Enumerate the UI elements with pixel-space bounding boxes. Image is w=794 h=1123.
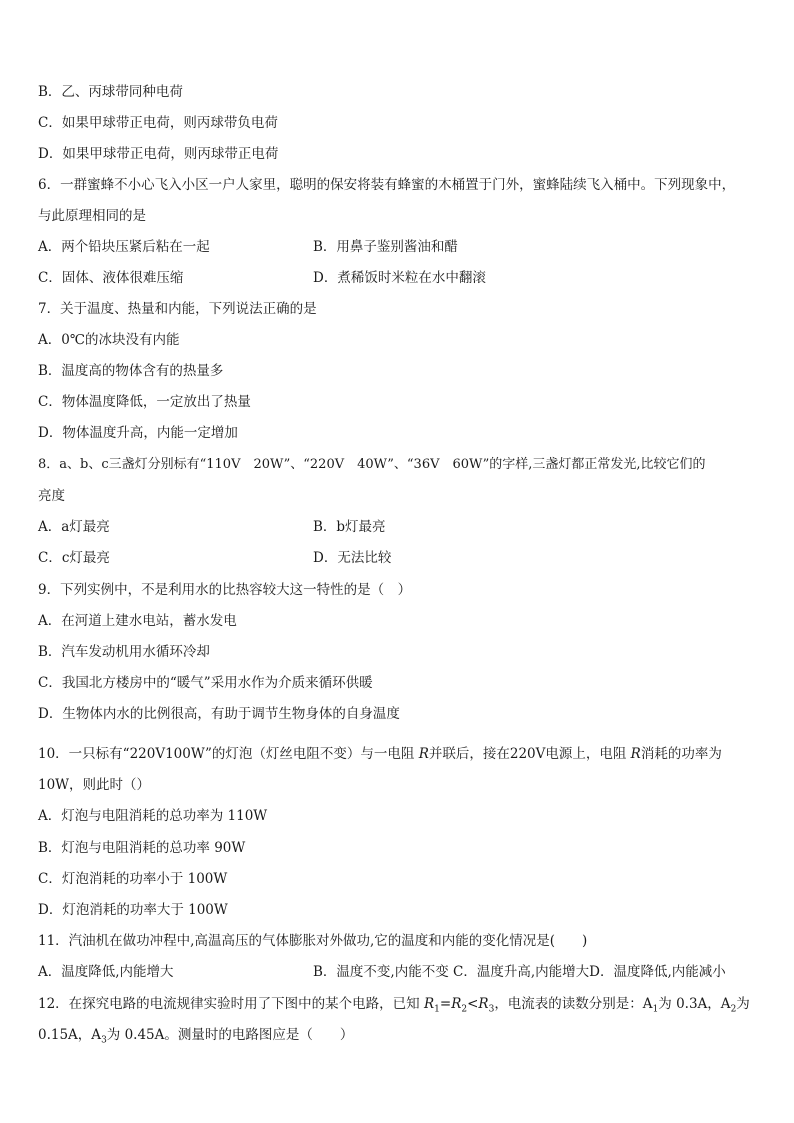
q8-option-a: A．a灯最亮 (38, 519, 110, 535)
q12-a3-sub: 3 (101, 1035, 107, 1046)
q7-option-a: A．0℃的冰块没有内能 (38, 332, 180, 348)
q9-stem: 9．下列实例中，不是利用水的比热容较大这一特性的是（ ） (38, 582, 412, 598)
q8-option-b: B．b灯最亮 (313, 519, 386, 535)
q12-text-3: 为 0.3A，A (658, 996, 731, 1012)
q12-text-1: 12．在探究电路的电流规律实验时用了下图中的某个电路，已知 (38, 996, 424, 1012)
q12-sub-1: 1 (434, 1004, 440, 1015)
q12-var-r2: R (451, 996, 462, 1012)
q12-less-than: < (467, 996, 479, 1012)
q5-option-b: B．乙、丙球带同种电荷 (38, 84, 183, 100)
q12-stem-line-1 (38, 995, 750, 1013)
q6-stem-line-2: 与此原理相同的是 (38, 208, 146, 224)
q5-option-d: D．如果甲球带正电荷，则丙球带正电荷 (38, 146, 279, 162)
q9-option-a: A．在河道上建水电站，蓄水发电 (38, 613, 237, 629)
q12-equals: = (439, 996, 452, 1012)
q7-option-b: B．温度高的物体含有的热量多 (38, 363, 224, 379)
q12-text-6: 为 0.45A。测量时的电路图应是（ ） (106, 1027, 354, 1043)
q11-option-a: A．温度降低,内能增大 (38, 964, 174, 980)
q9-option-b: B．汽车发动机用水循环冷却 (38, 644, 210, 660)
q10-var-r-2: R (630, 746, 641, 762)
q9-option-c: C．我国北方楼房中的“暖气”采用水作为介质来循环供暖 (38, 675, 373, 691)
q6-option-b: B．用鼻子鉴别酱油和醋 (313, 239, 458, 255)
q9-option-d: D．生物体内水的比例很高，有助于调节生物身体的自身温度 (38, 706, 400, 722)
q8-option-d: D．无法比较 (313, 550, 392, 566)
q12-text-2: ，电流表的读数分别是：A (494, 996, 653, 1012)
q7-option-d: D．物体温度升高，内能一定增加 (38, 425, 238, 441)
q10-stem-line-2: 10W，则此时（） (38, 777, 151, 793)
q10-option-b: B．灯泡与电阻消耗的总功率 90W (38, 840, 246, 856)
q10-option-a: A．灯泡与电阻消耗的总功率为 110W (38, 808, 268, 824)
q8-stem-line-2: 亮度 (38, 488, 65, 504)
q5-option-c: C．如果甲球带正电荷，则丙球带负电荷 (38, 115, 278, 131)
q6-stem-line-1: 6．一群蜜蜂不小心飞入小区一户人家里，聪明的保安将装有蜂蜜的木桶置于门外，蜜蜂陆续飞入桶中。下列现象中， (38, 177, 736, 193)
q8-option-c: C．c灯最亮 (38, 550, 110, 566)
q12-a2-sub: 2 (730, 1004, 737, 1015)
q12-sub-2: 2 (461, 1004, 468, 1015)
q11-stem: 11．汽油机在做功冲程中,高温高压的气体膨胀对外做功,它的温度和内能的变化情况是( ) (38, 933, 588, 949)
q6-option-c: C．固体、液体很难压缩 (38, 270, 184, 286)
q12-stem-line-2 (38, 1026, 353, 1044)
q12-sub-3: 3 (488, 1004, 495, 1015)
q7-stem: 7．关于温度、热量和内能，下列说法正确的是 (38, 301, 317, 317)
q10-var-r: R (418, 746, 429, 762)
q7-option-c: C．物体温度降低，一定放出了热量 (38, 394, 251, 410)
q12-a1-sub: 1 (652, 1004, 659, 1015)
q10-stem-text-1: 10．一只标有“220V100W”的灯泡（灯丝电阻不变）与一电阻 (38, 746, 419, 762)
q11-options-bcd: B．温度不变,内能不变 C．温度升高,内能增大D．温度降低,内能减小 (313, 964, 726, 980)
q6-option-d: D．煮稀饭时米粒在水中翻滚 (313, 270, 486, 286)
q10-stem-line-1 (38, 745, 722, 763)
q10-stem-text-3: 消耗的功率为 (640, 746, 722, 762)
q12-text-4: 为 (736, 996, 750, 1012)
q8-stem-line-1: 8．a、b、c三盏灯分别标有“110V 20W”、“220V 40W”、“36V 60W”的字样,三盏灯都正常发光,比较它们的 (38, 457, 706, 472)
q10-stem-text-2: 并联后，接在220V电源上，电阻 (428, 746, 631, 762)
q10-option-c: C．灯泡消耗的功率小于 100W (38, 871, 228, 887)
q6-option-a: A．两个铅块压紧后粘在一起 (38, 239, 210, 255)
q10-option-d: D．灯泡消耗的功率大于 100W (38, 902, 228, 918)
q12-var-r3: R (478, 996, 489, 1012)
q12-text-5: 0.15A，A (38, 1027, 102, 1043)
q12-var-r1: R (423, 996, 435, 1012)
